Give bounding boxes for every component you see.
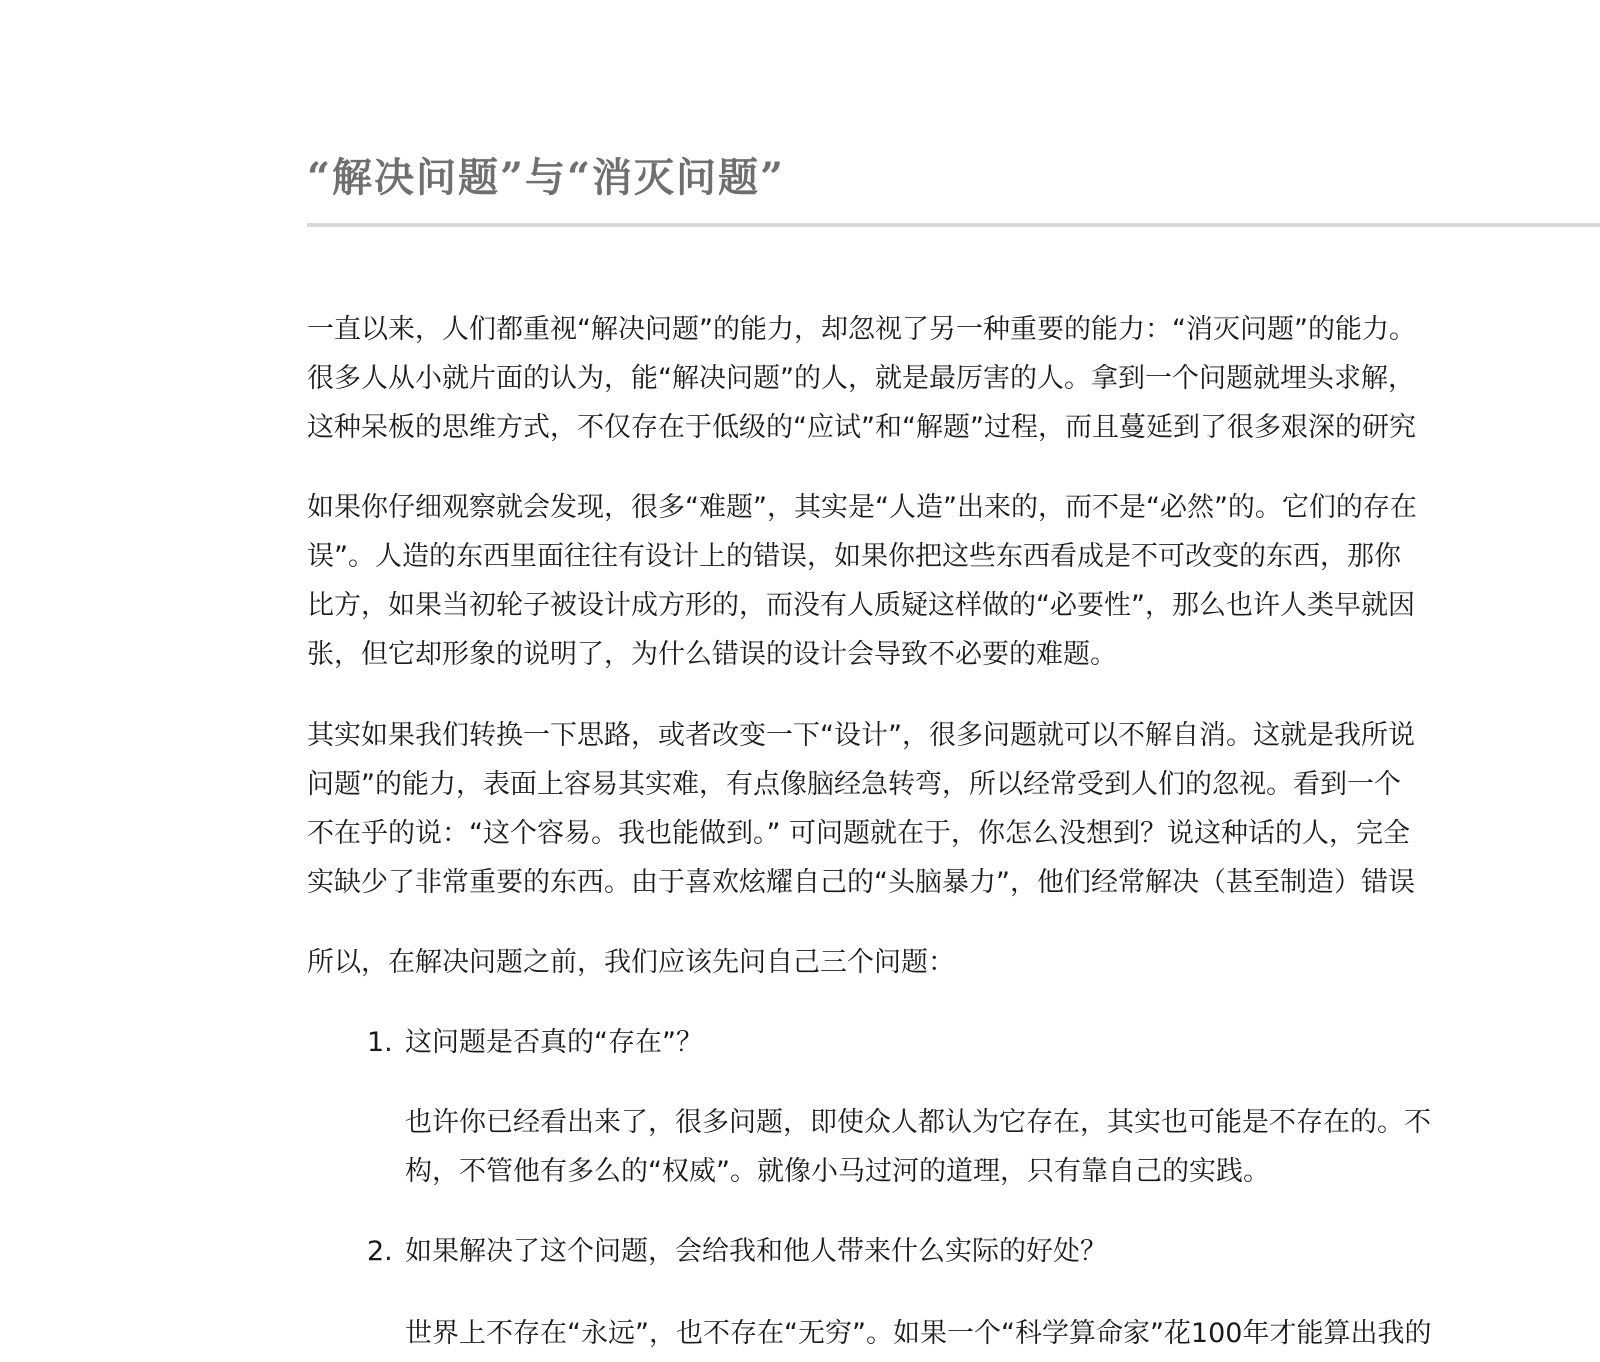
paragraph-line: 也许你已经看出来了，很多问题，即使众人都认为它存在，其实也可能是不存在的。不 xyxy=(405,1107,1431,1138)
paragraph-line: 其实如果我们转换一下思路，或者改变一下“设计”，很多问题就可以不解自消。这就是我所说 xyxy=(307,720,1415,751)
list-number: 1. xyxy=(367,1027,393,1058)
list-item-question: 这问题是否真的“存在”？ xyxy=(405,1027,703,1058)
paragraph-line: 不在乎的说：“这个容易。我也能做到。” 可问题就在于，你怎么没想到？说这种话的人，完全 xyxy=(307,818,1411,849)
paragraph-line: 实缺少了非常重要的东西。由于喜欢炫耀自己的“头脑暴力”，他们经常解决（甚至制造）错误 xyxy=(307,867,1415,898)
paragraph-1 xyxy=(307,305,1600,452)
paragraph-line: 如果你仔细观察就会发现，很多“难题”，其实是“人造”出来的，而不是“必然”的。它们的存在 xyxy=(307,492,1417,523)
paragraph-line: 张，但它却形象的说明了，为什么错误的设计会导致不必要的难题。 xyxy=(307,639,1117,670)
paragraph-line: 比方，如果当初轮子被设计成方形的，而没有人质疑这样做的“必要性”，那么也许人类早就因 xyxy=(307,590,1415,621)
list-item-question: 如果解决了这个问题，会给我和他人带来什么实际的好处？ xyxy=(405,1236,1107,1267)
paragraph-3 xyxy=(307,711,1600,907)
paragraph-4 xyxy=(307,938,1600,987)
paragraph-line: 很多人从小就片面的认为，能“解决问题”的人，就是最厉害的人。拿到一个问题就埋头求解， xyxy=(307,363,1415,394)
title-divider xyxy=(307,223,1600,227)
paragraph-2 xyxy=(307,483,1600,679)
paragraph-line: 误”。人造的东西里面往往有设计上的错误，如果你把这些东西看成是不可改变的东西，那你 xyxy=(307,541,1401,572)
paragraph-line: 世界上不存在“永远”，也不存在“无穷”。如果一个“科学算命家”花100年才能算出我的 xyxy=(405,1318,1432,1349)
article-title: “解决问题”与“消灭问题” xyxy=(307,154,786,201)
list-item-body xyxy=(405,1098,1600,1196)
article xyxy=(307,0,1600,1362)
list-number: 2. xyxy=(367,1236,393,1267)
paragraph-line: 一直以来，人们都重视“解决问题”的能力，却忽视了另一种重要的能力：“消灭问题”的能力。 xyxy=(307,314,1416,345)
list-item-body xyxy=(405,1309,1600,1358)
paragraph-line: 构，不管他有多么的“权威”。就像小马过河的道理，只有靠自己的实践。 xyxy=(405,1156,1270,1187)
paragraph-line: 所以，在解决问题之前，我们应该先问自己三个问题： xyxy=(307,947,955,978)
paragraph-line: 问题”的能力，表面上容易其实难，有点像脑经急转弯，所以经常受到人们的忽视。看到一个 xyxy=(307,769,1401,800)
paragraph-line: 这种呆板的思维方式，不仅存在于低级的“应试”和“解题”过程，而且蔓延到了很多艰深的研究 xyxy=(307,412,1416,443)
